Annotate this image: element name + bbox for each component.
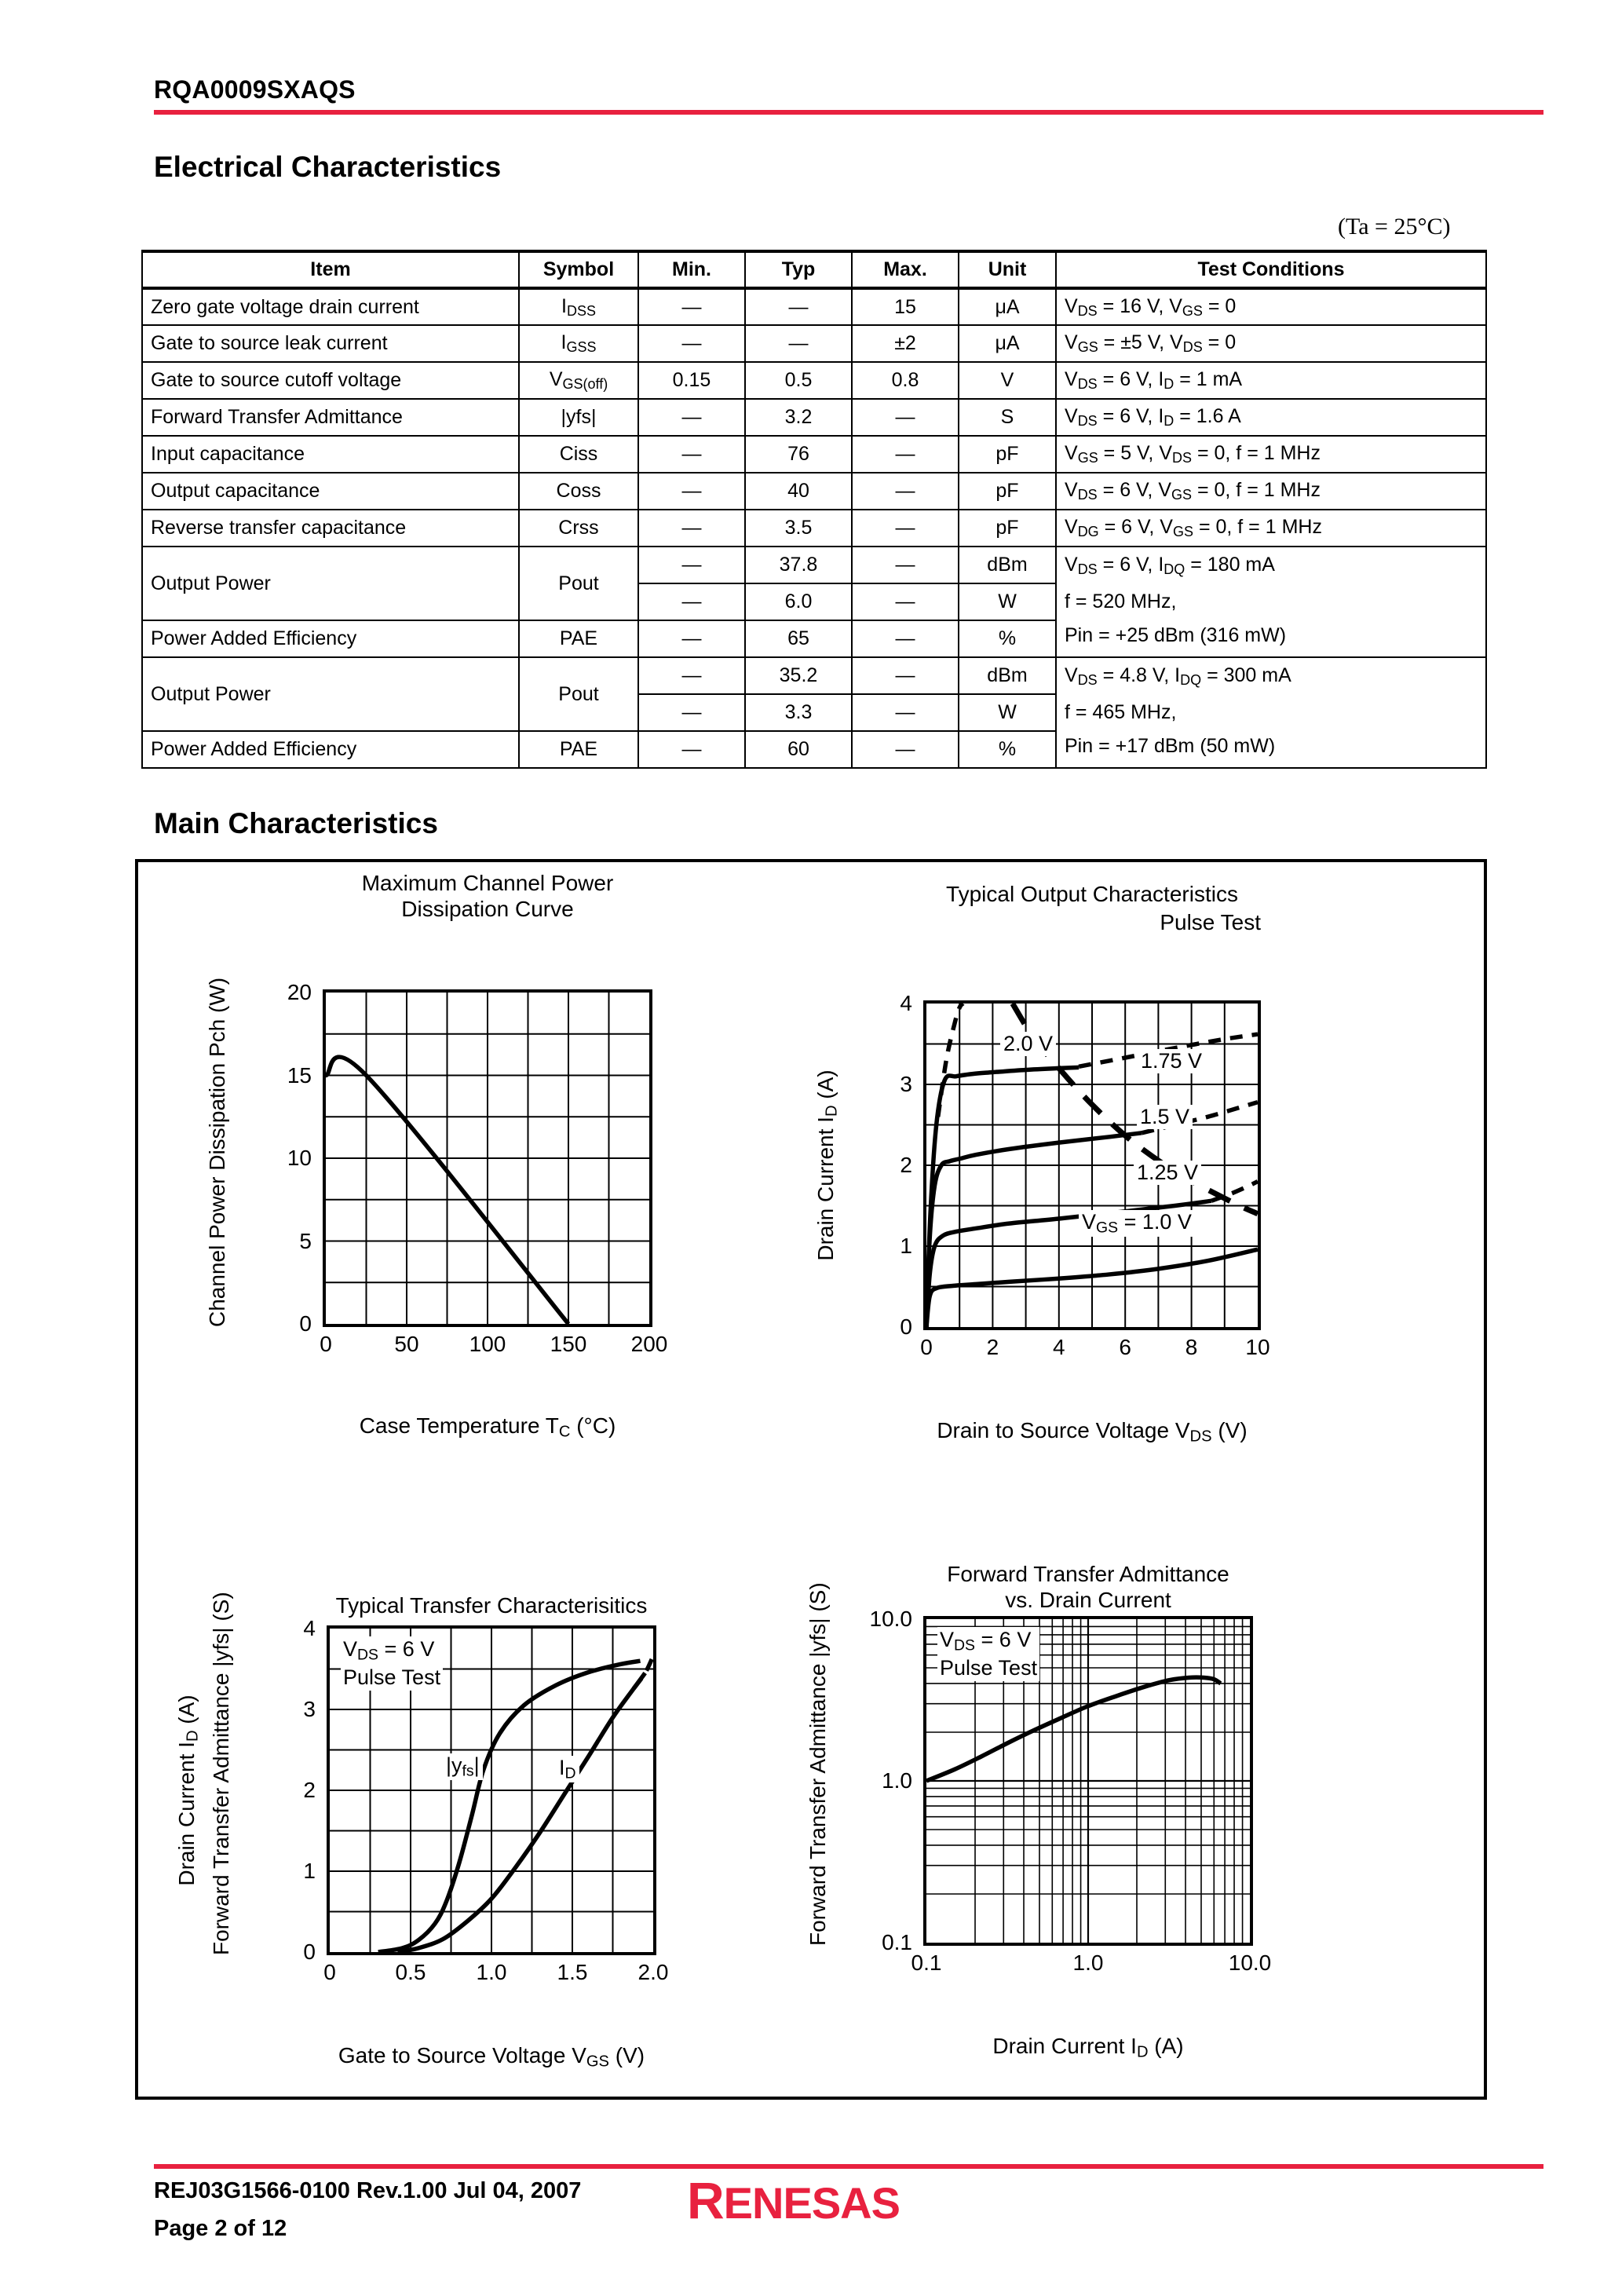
cond-line-2: f = 520 MHz,	[1065, 590, 1177, 612]
cell-item: Power Added Efficiency	[142, 620, 519, 657]
main-characteristics-box	[135, 859, 1487, 2100]
cell-symbol: Coss	[519, 473, 638, 510]
cell-test-conditions: $V_{GS} = 5$ V, $V_{DS} = 0$, f = 1 MHz	[1056, 436, 1486, 473]
cell-symbol: $I_{GSS}$	[519, 325, 638, 362]
cell-max: ±2	[852, 325, 959, 362]
table-row	[142, 288, 1486, 325]
table-body-grouped-rows	[142, 547, 1486, 768]
col-test-conditions: Test Conditions	[1056, 251, 1486, 288]
y-tick-label: 10.0	[869, 1607, 912, 1631]
cell-unit: pF	[959, 510, 1056, 547]
cell-unit: dBm	[959, 547, 1056, 583]
cell-typ: —	[745, 288, 852, 325]
chart-annotation-pulse-test: Pulse Test	[1160, 910, 1261, 934]
y-tick-label: 0	[900, 1314, 912, 1339]
cell-min: —	[638, 620, 745, 657]
cell-item: Output Power	[142, 547, 519, 620]
cell-min: —	[638, 657, 745, 694]
cell-typ: 0.5	[745, 362, 852, 399]
x-tick-label: 1.0	[1072, 1951, 1104, 1975]
y-tick-label: 15	[287, 1062, 312, 1088]
cell-item: Forward Transfer Admittance	[142, 399, 519, 436]
cell-symbol: PAE	[519, 731, 638, 768]
cell-typ: 40	[745, 473, 852, 510]
cell-test-conditions: $V_{DS} = 6$ V, $I_D = 1$ mA	[1056, 362, 1486, 399]
cell-typ: 3.3	[745, 694, 852, 731]
x-tick-label: 0.5	[395, 1960, 426, 1984]
table-row	[142, 325, 1486, 362]
curve-label: 1.5 V	[1137, 1105, 1193, 1129]
table-row	[142, 657, 1486, 694]
curve-label: 1.75 V	[1138, 1049, 1205, 1073]
x-tick-label: 6	[1119, 1335, 1131, 1359]
cell-typ: 60	[745, 731, 852, 768]
cell-typ: 37.8	[745, 547, 852, 583]
footer-page-number: Page 2 of 12	[154, 2216, 287, 2241]
table-row	[142, 436, 1486, 473]
cell-max: —	[852, 547, 959, 583]
y-tick-label: 3	[303, 1697, 316, 1721]
cell-unit: W	[959, 583, 1056, 620]
cell-symbol: Pout	[519, 657, 638, 731]
curve-label: 2.0 V	[1000, 1032, 1056, 1056]
note-line-2: Pulse Test	[343, 1665, 441, 1689]
cell-unit: μA	[959, 325, 1056, 362]
cell-test-conditions: $V_{DS} = 6$ V, $V_{GS} = 0$, f = 1 MHz	[1056, 473, 1486, 510]
cell-min: —	[638, 510, 745, 547]
col-max: Max.	[852, 251, 959, 288]
chart-yfs-vs-id	[138, 862, 1484, 2097]
y-axis-label-yfs: Forward Transfer Admittance |yfs| (S)	[209, 1592, 233, 1955]
y-axis-label: Forward Transfer Admittance |yfs| (S)	[806, 1582, 830, 1946]
cell-item: Zero gate voltage drain current	[142, 288, 519, 325]
y-tick-label: 4	[303, 1616, 316, 1640]
chart-title-transfer: Typical Transfer Characterisitics	[335, 1593, 648, 1618]
x-tick-label: 150	[550, 1332, 587, 1356]
y-tick-label: 3	[900, 1072, 912, 1096]
cell-unit: pF	[959, 436, 1056, 473]
y-tick-label: 2	[303, 1778, 316, 1802]
y-tick-label: 1	[900, 1234, 912, 1258]
cell-max: —	[852, 510, 959, 547]
y-tick-label: 0	[299, 1311, 312, 1336]
table-row	[142, 362, 1486, 399]
table-row	[142, 510, 1486, 547]
cell-typ: 65	[745, 620, 852, 657]
y-tick-label: 1	[303, 1859, 316, 1883]
cond-line-1: $V_{DS} = 6$ V, $I_{DQ} = 180$ mA	[1065, 554, 1275, 577]
table-row	[142, 399, 1486, 436]
footer-rule	[154, 2164, 1543, 2169]
cell-symbol: Ciss	[519, 436, 638, 473]
cell-item: Power Added Efficiency	[142, 731, 519, 768]
y-tick-label: 0.1	[882, 1930, 912, 1954]
cond-line-1: $V_{DS} = 4.8$ V, $I_{DQ} = 300$ mA	[1065, 664, 1291, 688]
cell-symbol: PAE	[519, 620, 638, 657]
cell-item: Output Power	[142, 657, 519, 731]
cell-typ: 3.5	[745, 510, 852, 547]
title-line-1: Forward Transfer Admittance	[947, 1562, 1229, 1586]
y-tick-label: 2	[900, 1153, 912, 1177]
section-title-main: Main Characteristics	[154, 807, 438, 839]
cell-test-conditions: $V_{DS} = 6$ V, $I_D = 1.6$ A	[1056, 399, 1486, 436]
cell-max: —	[852, 583, 959, 620]
cond-line-2: f = 465 MHz,	[1065, 700, 1177, 723]
y-axis-label: Channel Power Dissipation Pch (W)	[205, 977, 229, 1327]
cell-test-conditions	[1056, 547, 1486, 657]
cell-unit: %	[959, 731, 1056, 768]
cell-min: —	[638, 547, 745, 583]
cell-symbol: |yfs|	[519, 399, 638, 436]
cell-test-conditions: $V_{GS} = \pm 5$ V, $V_{DS} = 0$	[1056, 325, 1486, 362]
cell-typ: —	[745, 325, 852, 362]
cell-unit: S	[959, 399, 1056, 436]
cond-line-3: Pin = +17 dBm (50 mW)	[1065, 734, 1276, 757]
x-tick-label: 10	[1245, 1335, 1270, 1359]
title-line-1: Maximum Channel Power	[361, 871, 614, 895]
cond-line-3: Pin = +25 dBm (316 mW)	[1065, 623, 1287, 646]
cell-unit: %	[959, 620, 1056, 657]
x-tick-label: 0	[320, 1332, 332, 1356]
cell-item: Gate to source leak current	[142, 325, 519, 362]
cell-symbol: $I_{DSS}$	[519, 288, 638, 325]
x-axis-label: Drain Current $I_D$ (A)	[992, 2034, 1184, 2061]
col-min: Min.	[638, 251, 745, 288]
x-tick-label: 0	[323, 1960, 336, 1984]
col-typ: Typ	[745, 251, 852, 288]
cell-min: —	[638, 325, 745, 362]
page-header-part-number: RQA0009SXAQS	[154, 75, 356, 104]
cell-typ: 76	[745, 436, 852, 473]
series-path	[926, 1677, 1221, 1781]
cell-max: —	[852, 731, 959, 768]
x-axis-label: Gate to Source Voltage $V_{GS}$ (V)	[338, 2043, 645, 2071]
cell-max: —	[852, 473, 959, 510]
cell-unit: pF	[959, 473, 1056, 510]
x-axis-label: Case Temperature $T_C$ (°C)	[359, 1413, 616, 1441]
curve-label: $|y_{fs}|$	[443, 1753, 483, 1780]
cell-item: Reverse transfer capacitance	[142, 510, 519, 547]
y-tick-label: 4	[900, 991, 912, 1015]
curve-label: $I_D$	[556, 1756, 579, 1782]
cell-symbol: Pout	[519, 547, 638, 620]
cell-unit: V	[959, 362, 1056, 399]
x-tick-label: 1.0	[476, 1960, 507, 1984]
table-row	[142, 547, 1486, 583]
cell-max: —	[852, 399, 959, 436]
footer-document-id: REJ03G1566-0100 Rev.1.00 Jul 04, 2007	[154, 2178, 582, 2203]
note-line-1: $V_{DS} = 6$ V	[940, 1628, 1032, 1654]
cell-min: —	[638, 473, 745, 510]
y-tick-label: 1.0	[882, 1768, 912, 1793]
cell-max: —	[852, 620, 959, 657]
title-line-2: Dissipation Curve	[401, 897, 574, 922]
table-body-simple-rows	[142, 288, 1486, 547]
renesas-logo: RENESAS	[687, 2171, 900, 2229]
note-line-1: $V_{DS} = 6$ V	[343, 1637, 435, 1664]
cell-min: 0.15	[638, 362, 745, 399]
cell-max: —	[852, 657, 959, 694]
x-tick-label: 0	[920, 1335, 933, 1359]
y-axis-label: Drain Current $I_D$ (A)	[813, 1069, 841, 1261]
cell-unit: W	[959, 694, 1056, 731]
cell-min: —	[638, 436, 745, 473]
section-title-electrical: Electrical Characteristics	[154, 151, 502, 183]
cell-typ: 35.2	[745, 657, 852, 694]
chart-title-yfs-vs-id	[782, 1561, 1394, 1613]
x-tick-label: 50	[394, 1332, 419, 1356]
table-header-row	[142, 251, 1486, 288]
x-tick-label: 10.0	[1228, 1951, 1272, 1975]
cell-unit: μA	[959, 288, 1056, 325]
cell-test-conditions: $V_{DS} = 16$ V, $V_{GS} = 0$	[1056, 288, 1486, 325]
cell-min: —	[638, 731, 745, 768]
x-tick-label: 4	[1053, 1335, 1065, 1359]
x-tick-label: 8	[1185, 1335, 1198, 1359]
col-unit: Unit	[959, 251, 1056, 288]
y-axis-label-drain-current: Drain Current $I_D$ (A)	[174, 1695, 202, 1886]
title-line-2: vs. Drain Current	[1005, 1588, 1171, 1613]
cell-symbol: $V_{GS(off)}$	[519, 362, 638, 399]
cell-min: —	[638, 288, 745, 325]
x-tick-label: 200	[630, 1332, 668, 1356]
y-tick-label: 10	[287, 1146, 312, 1170]
cell-typ: 6.0	[745, 583, 852, 620]
x-axis-label: Drain to Source Voltage $V_{DS}$ (V)	[937, 1418, 1248, 1446]
cell-test-conditions	[1056, 657, 1486, 768]
x-tick-label: 2.0	[637, 1960, 669, 1984]
table-header	[142, 251, 1486, 288]
plot-note	[937, 1627, 1039, 1681]
col-item: Item	[142, 251, 519, 288]
y-tick-label: 5	[299, 1228, 312, 1253]
cell-min: —	[638, 399, 745, 436]
cell-max: —	[852, 694, 959, 731]
cell-test-conditions: $V_{DG} = 6$ V, $V_{GS} = 0$, f = 1 MHz	[1056, 510, 1486, 547]
cell-symbol: Crss	[519, 510, 638, 547]
cell-max: —	[852, 436, 959, 473]
cell-item: Input capacitance	[142, 436, 519, 473]
cell-max: 15	[852, 288, 959, 325]
header-rule	[154, 110, 1543, 115]
x-tick-label: 0.1	[911, 1951, 942, 1975]
curve-label: $V_{GS} = 1.0$ V	[1079, 1210, 1195, 1237]
x-tick-label: 2	[986, 1335, 999, 1359]
y-tick-label: 0	[303, 1940, 316, 1964]
x-tick-label: 1.5	[557, 1960, 588, 1984]
table-row	[142, 473, 1486, 510]
y-tick-label: 20	[287, 980, 312, 1004]
table-condition-note: (Ta = 25°C)	[1338, 214, 1451, 239]
chart-title-output: Typical Output Characteristics	[946, 882, 1238, 906]
cell-max: 0.8	[852, 362, 959, 399]
col-symbol: Symbol	[519, 251, 638, 288]
curve-label: 1.25 V	[1134, 1161, 1201, 1185]
x-tick-label: 100	[469, 1332, 506, 1356]
cell-item: Output capacitance	[142, 473, 519, 510]
note-line-2: Pulse Test	[940, 1655, 1038, 1680]
cell-min: —	[638, 694, 745, 731]
cell-typ: 3.2	[745, 399, 852, 436]
electrical-characteristics-table	[141, 250, 1487, 769]
cell-unit: dBm	[959, 657, 1056, 694]
data-series	[926, 1677, 1221, 1781]
cell-min: —	[638, 583, 745, 620]
cell-item: Gate to source cutoff voltage	[142, 362, 519, 399]
